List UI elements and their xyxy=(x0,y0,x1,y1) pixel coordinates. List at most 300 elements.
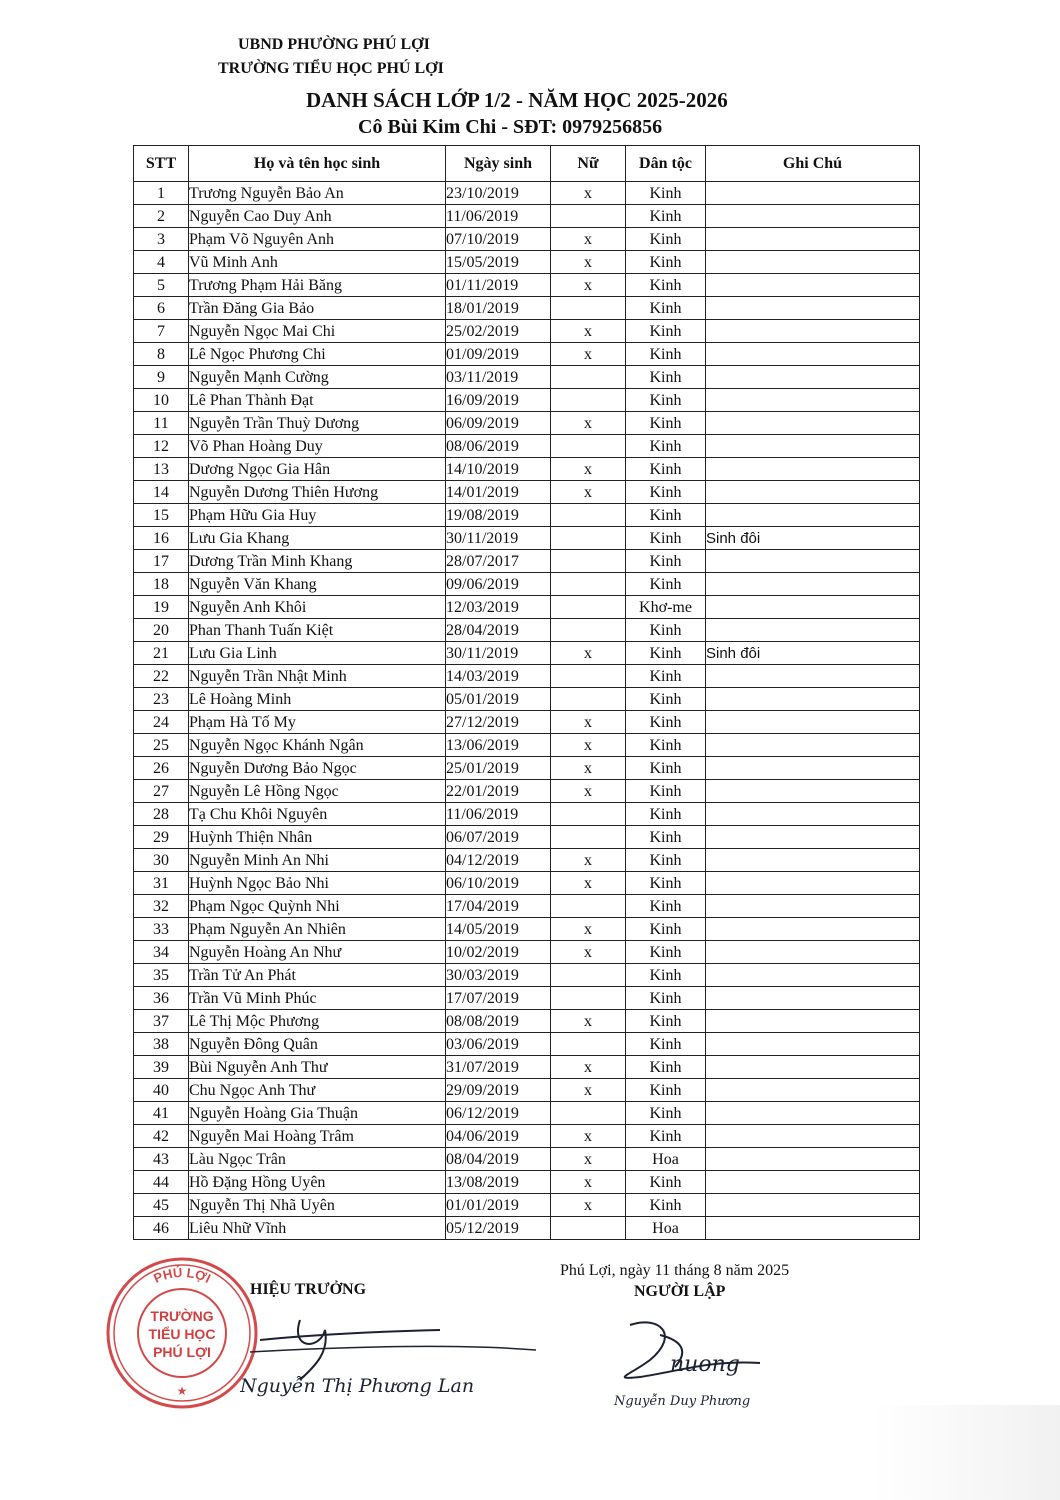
cell-female: x xyxy=(551,941,626,964)
cell-stt: 33 xyxy=(134,918,189,941)
cell-stt: 9 xyxy=(134,366,189,389)
cell-female xyxy=(551,504,626,527)
cell-ethnicity: Hoa xyxy=(626,1148,706,1171)
table-row xyxy=(134,596,920,619)
cell-name: Liêu Nhữ Vĩnh xyxy=(189,1217,446,1240)
cell-dob: 17/04/2019 xyxy=(446,895,551,918)
column-header-ethnicity: Dân tộc xyxy=(626,146,706,182)
cell-dob: 30/03/2019 xyxy=(446,964,551,987)
cell-ethnicity: Kinh xyxy=(626,573,706,596)
table-row xyxy=(134,1194,920,1217)
cell-notes xyxy=(706,711,920,734)
cell-dob: 15/05/2019 xyxy=(446,251,551,274)
cell-name: Nguyễn Trần Nhật Minh xyxy=(189,665,446,688)
cell-ethnicity: Kinh xyxy=(626,642,706,665)
cell-female: x xyxy=(551,481,626,504)
cell-name: Lê Ngọc Phương Chi xyxy=(189,343,446,366)
cell-name: Trần Đăng Gia Bảo xyxy=(189,297,446,320)
table-row xyxy=(134,458,920,481)
cell-notes xyxy=(706,757,920,780)
table-row xyxy=(134,573,920,596)
table-row xyxy=(134,665,920,688)
cell-notes xyxy=(706,297,920,320)
cell-ethnicity: Kinh xyxy=(626,504,706,527)
table-row xyxy=(134,987,920,1010)
cell-ethnicity: Kinh xyxy=(626,1010,706,1033)
cell-stt: 10 xyxy=(134,389,189,412)
cell-dob: 08/06/2019 xyxy=(446,435,551,458)
cell-stt: 44 xyxy=(134,1171,189,1194)
cell-ethnicity: Kinh xyxy=(626,228,706,251)
cell-dob: 05/01/2019 xyxy=(446,688,551,711)
cell-name: Phạm Hữu Gia Huy xyxy=(189,504,446,527)
cell-dob: 01/01/2019 xyxy=(446,1194,551,1217)
cell-stt: 23 xyxy=(134,688,189,711)
table-row xyxy=(134,642,920,665)
table-row xyxy=(134,228,920,251)
cell-female: x xyxy=(551,343,626,366)
cell-notes xyxy=(706,343,920,366)
stamp-star-icon: ★ xyxy=(176,1384,188,1398)
cell-stt: 24 xyxy=(134,711,189,734)
cell-stt: 41 xyxy=(134,1102,189,1125)
cell-stt: 31 xyxy=(134,872,189,895)
cell-stt: 13 xyxy=(134,458,189,481)
cell-notes xyxy=(706,435,920,458)
cell-female xyxy=(551,550,626,573)
cell-name: Lê Thị Mộc Phương xyxy=(189,1010,446,1033)
cell-female: x xyxy=(551,1010,626,1033)
cell-notes xyxy=(706,573,920,596)
cell-dob: 06/07/2019 xyxy=(446,826,551,849)
table-row xyxy=(134,389,920,412)
cell-stt: 40 xyxy=(134,1079,189,1102)
cell-ethnicity: Kinh xyxy=(626,320,706,343)
cell-notes xyxy=(706,481,920,504)
cell-female: x xyxy=(551,918,626,941)
cell-female: x xyxy=(551,251,626,274)
cell-notes xyxy=(706,1148,920,1171)
cell-ethnicity: Kinh xyxy=(626,366,706,389)
cell-dob: 16/09/2019 xyxy=(446,389,551,412)
cell-name: Lưu Gia Linh xyxy=(189,642,446,665)
table-row xyxy=(134,1125,920,1148)
table-row xyxy=(134,527,920,550)
cell-dob: 01/11/2019 xyxy=(446,274,551,297)
cell-ethnicity: Kinh xyxy=(626,205,706,228)
cell-dob: 31/07/2019 xyxy=(446,1056,551,1079)
cell-notes xyxy=(706,1010,920,1033)
table-row xyxy=(134,734,920,757)
table-row xyxy=(134,964,920,987)
stamp-ring-text: PHÚ LỢI xyxy=(151,1264,214,1287)
cell-female xyxy=(551,389,626,412)
table-row xyxy=(134,849,920,872)
cell-notes xyxy=(706,619,920,642)
cell-notes xyxy=(706,1125,920,1148)
cell-ethnicity: Kinh xyxy=(626,780,706,803)
cell-ethnicity: Kinh xyxy=(626,941,706,964)
cell-stt: 43 xyxy=(134,1148,189,1171)
cell-ethnicity: Kinh xyxy=(626,734,706,757)
cell-notes xyxy=(706,228,920,251)
cell-stt: 22 xyxy=(134,665,189,688)
cell-female: x xyxy=(551,780,626,803)
cell-notes xyxy=(706,458,920,481)
teacher-contact: Cô Bùi Kim Chi - SĐT: 0979256856 xyxy=(358,116,663,138)
cell-name: Dương Trần Minh Khang xyxy=(189,550,446,573)
cell-name: Làu Ngọc Trân xyxy=(189,1148,446,1171)
cell-female xyxy=(551,826,626,849)
cell-stt: 42 xyxy=(134,1125,189,1148)
preparer-signature xyxy=(600,1305,800,1410)
cell-stt: 3 xyxy=(134,228,189,251)
cell-name: Phan Thanh Tuấn Kiệt xyxy=(189,619,446,642)
cell-name: Nguyễn Mai Hoàng Trâm xyxy=(189,1125,446,1148)
cell-stt: 34 xyxy=(134,941,189,964)
cell-female: x xyxy=(551,458,626,481)
cell-name: Lưu Gia Khang xyxy=(189,527,446,550)
principal-title: HIỆU TRƯỞNG xyxy=(250,1281,367,1298)
cell-stt: 21 xyxy=(134,642,189,665)
cell-dob: 27/12/2019 xyxy=(446,711,551,734)
cell-stt: 46 xyxy=(134,1217,189,1240)
cell-name: Nguyễn Anh Khôi xyxy=(189,596,446,619)
cell-female xyxy=(551,1033,626,1056)
cell-dob: 03/11/2019 xyxy=(446,366,551,389)
table-row xyxy=(134,481,920,504)
cell-name: Nguyễn Lê Hồng Ngọc xyxy=(189,780,446,803)
cell-ethnicity: Kinh xyxy=(626,1033,706,1056)
cell-notes xyxy=(706,1056,920,1079)
cell-female: x xyxy=(551,1171,626,1194)
cell-name: Nguyễn Hoàng Gia Thuận xyxy=(189,1102,446,1125)
cell-dob: 10/02/2019 xyxy=(446,941,551,964)
cell-stt: 2 xyxy=(134,205,189,228)
cell-dob: 09/06/2019 xyxy=(446,573,551,596)
cell-name: Chu Ngọc Anh Thư xyxy=(189,1079,446,1102)
cell-female xyxy=(551,435,626,458)
cell-dob: 14/03/2019 xyxy=(446,665,551,688)
cell-stt: 25 xyxy=(134,734,189,757)
cell-ethnicity: Kinh xyxy=(626,297,706,320)
cell-female xyxy=(551,619,626,642)
cell-stt: 16 xyxy=(134,527,189,550)
cell-female xyxy=(551,297,626,320)
cell-name: Nguyễn Minh An Nhi xyxy=(189,849,446,872)
cell-female xyxy=(551,987,626,1010)
column-header-name: Họ và tên học sinh xyxy=(189,146,446,182)
cell-notes xyxy=(706,665,920,688)
cell-name: Nguyễn Hoàng An Như xyxy=(189,941,446,964)
table-row xyxy=(134,780,920,803)
cell-notes xyxy=(706,895,920,918)
cell-notes xyxy=(706,1217,920,1240)
cell-female xyxy=(551,964,626,987)
cell-dob: 29/09/2019 xyxy=(446,1079,551,1102)
cell-female xyxy=(551,527,626,550)
cell-name: Nguyễn Cao Duy Anh xyxy=(189,205,446,228)
cell-stt: 15 xyxy=(134,504,189,527)
cell-dob: 19/08/2019 xyxy=(446,504,551,527)
cell-female: x xyxy=(551,734,626,757)
cell-name: Dương Ngọc Gia Hân xyxy=(189,458,446,481)
table-row xyxy=(134,251,920,274)
cell-dob: 06/10/2019 xyxy=(446,872,551,895)
table-row xyxy=(134,343,920,366)
cell-ethnicity: Kinh xyxy=(626,619,706,642)
cell-dob: 25/01/2019 xyxy=(446,757,551,780)
cell-female: x xyxy=(551,412,626,435)
preparer-signature-name: Nguyễn Duy Phương xyxy=(614,1394,751,1409)
table-row xyxy=(134,550,920,573)
cell-dob: 23/10/2019 xyxy=(446,182,551,205)
cell-dob: 04/12/2019 xyxy=(446,849,551,872)
cell-dob: 06/12/2019 xyxy=(446,1102,551,1125)
roster-body xyxy=(134,182,920,1240)
cell-dob: 14/10/2019 xyxy=(446,458,551,481)
table-row xyxy=(134,320,920,343)
cell-ethnicity: Kinh xyxy=(626,688,706,711)
column-header-female: Nữ xyxy=(551,146,626,182)
cell-female: x xyxy=(551,1079,626,1102)
cell-dob: 25/02/2019 xyxy=(446,320,551,343)
cell-stt: 30 xyxy=(134,849,189,872)
table-row xyxy=(134,1148,920,1171)
cell-stt: 38 xyxy=(134,1033,189,1056)
cell-notes xyxy=(706,849,920,872)
cell-ethnicity: Kinh xyxy=(626,826,706,849)
cell-notes xyxy=(706,182,920,205)
cell-female: x xyxy=(551,757,626,780)
table-row xyxy=(134,757,920,780)
cell-notes xyxy=(706,1079,920,1102)
cell-dob: 13/08/2019 xyxy=(446,1171,551,1194)
cell-stt: 28 xyxy=(134,803,189,826)
cell-notes xyxy=(706,987,920,1010)
table-row xyxy=(134,1102,920,1125)
cell-notes: Sinh đôi xyxy=(706,527,920,550)
cell-stt: 6 xyxy=(134,297,189,320)
cell-notes xyxy=(706,803,920,826)
cell-ethnicity: Kinh xyxy=(626,481,706,504)
cell-stt: 20 xyxy=(134,619,189,642)
cell-female: x xyxy=(551,1148,626,1171)
cell-female: x xyxy=(551,1125,626,1148)
cell-ethnicity: Kinh xyxy=(626,527,706,550)
cell-ethnicity: Kinh xyxy=(626,1125,706,1148)
cell-notes xyxy=(706,550,920,573)
cell-female xyxy=(551,1102,626,1125)
table-row xyxy=(134,711,920,734)
table-row xyxy=(134,895,920,918)
cell-ethnicity: Kinh xyxy=(626,343,706,366)
cell-female xyxy=(551,688,626,711)
cell-notes xyxy=(706,251,920,274)
cell-ethnicity: Kinh xyxy=(626,435,706,458)
cell-female: x xyxy=(551,711,626,734)
cell-stt: 27 xyxy=(134,780,189,803)
cell-ethnicity: Kinh xyxy=(626,182,706,205)
cell-dob: 11/06/2019 xyxy=(446,803,551,826)
cell-name: Vũ Minh Anh xyxy=(189,251,446,274)
cell-name: Phạm Nguyễn An Nhiên xyxy=(189,918,446,941)
place-date-line: Phú Lợi, ngày 11 tháng 8 năm 2025 xyxy=(560,1262,790,1279)
cell-ethnicity: Kinh xyxy=(626,1171,706,1194)
school-name: TRƯỜNG TIỂU HỌC PHÚ LỢI xyxy=(218,60,444,77)
cell-notes xyxy=(706,688,920,711)
cell-notes xyxy=(706,274,920,297)
cell-name: Nguyễn Dương Thiên Hương xyxy=(189,481,446,504)
principal-signature xyxy=(240,1300,550,1410)
cell-dob: 28/04/2019 xyxy=(446,619,551,642)
cell-notes xyxy=(706,366,920,389)
cell-name: Phạm Ngọc Quỳnh Nhi xyxy=(189,895,446,918)
cell-dob: 03/06/2019 xyxy=(446,1033,551,1056)
cell-stt: 4 xyxy=(134,251,189,274)
cell-dob: 05/12/2019 xyxy=(446,1217,551,1240)
cell-stt: 19 xyxy=(134,596,189,619)
cell-notes: Sinh đôi xyxy=(706,642,920,665)
cell-stt: 36 xyxy=(134,987,189,1010)
table-row xyxy=(134,182,920,205)
cell-ethnicity: Kinh xyxy=(626,1056,706,1079)
cell-name: Nguyễn Ngọc Mai Chi xyxy=(189,320,446,343)
cell-dob: 30/11/2019 xyxy=(446,642,551,665)
cell-ethnicity: Kinh xyxy=(626,987,706,1010)
document-title: DANH SÁCH LỚP 1/2 - NĂM HỌC 2025-2026 xyxy=(306,88,728,112)
cell-name: Trương Nguyễn Bảo An xyxy=(189,182,446,205)
cell-stt: 12 xyxy=(134,435,189,458)
table-row xyxy=(134,803,920,826)
cell-stt: 35 xyxy=(134,964,189,987)
cell-stt: 1 xyxy=(134,182,189,205)
cell-stt: 32 xyxy=(134,895,189,918)
principal-signature-name: Nguyễn Thị Phương Lan xyxy=(240,1375,475,1397)
table-row xyxy=(134,1010,920,1033)
table-row xyxy=(134,688,920,711)
table-row xyxy=(134,274,920,297)
table-row xyxy=(134,1217,920,1240)
cell-ethnicity: Kinh xyxy=(626,251,706,274)
cell-notes xyxy=(706,872,920,895)
cell-ethnicity: Kinh xyxy=(626,1102,706,1125)
cell-ethnicity: Kinh xyxy=(626,1194,706,1217)
table-header-row xyxy=(134,146,920,182)
table-row xyxy=(134,1056,920,1079)
cell-dob: 14/05/2019 xyxy=(446,918,551,941)
cell-dob: 11/06/2019 xyxy=(446,205,551,228)
cell-notes xyxy=(706,1171,920,1194)
cell-dob: 07/10/2019 xyxy=(446,228,551,251)
cell-name: Trần Vũ Minh Phúc xyxy=(189,987,446,1010)
cell-dob: 06/09/2019 xyxy=(446,412,551,435)
cell-dob: 12/03/2019 xyxy=(446,596,551,619)
table-row xyxy=(134,941,920,964)
cell-ethnicity: Kinh xyxy=(626,895,706,918)
cell-stt: 37 xyxy=(134,1010,189,1033)
cell-dob: 22/01/2019 xyxy=(446,780,551,803)
cell-notes xyxy=(706,596,920,619)
cell-stt: 39 xyxy=(134,1056,189,1079)
column-header-dob: Ngày sinh xyxy=(446,146,551,182)
cell-notes xyxy=(706,1033,920,1056)
cell-ethnicity: Kinh xyxy=(626,918,706,941)
cell-ethnicity: Kinh xyxy=(626,757,706,780)
cell-notes xyxy=(706,389,920,412)
cell-name: Nguyễn Văn Khang xyxy=(189,573,446,596)
table-row xyxy=(134,205,920,228)
cell-dob: 28/07/2017 xyxy=(446,550,551,573)
cell-notes xyxy=(706,918,920,941)
table-row xyxy=(134,1171,920,1194)
cell-ethnicity: Kinh xyxy=(626,803,706,826)
cell-name: Nguyễn Ngọc Khánh Ngân xyxy=(189,734,446,757)
cell-female: x xyxy=(551,182,626,205)
cell-female: x xyxy=(551,274,626,297)
cell-ethnicity: Kinh xyxy=(626,274,706,297)
table-row xyxy=(134,826,920,849)
cell-name: Nguyễn Thị Nhã Uyên xyxy=(189,1194,446,1217)
cell-female xyxy=(551,895,626,918)
cell-female xyxy=(551,596,626,619)
issuing-authority: UBND PHƯỜNG PHÚ LỢI xyxy=(238,36,430,53)
table-row xyxy=(134,619,920,642)
stamp-line-2: TIỂU HỌC xyxy=(148,1326,216,1342)
cell-ethnicity: Kinh xyxy=(626,849,706,872)
cell-name: Võ Phan Hoàng Duy xyxy=(189,435,446,458)
cell-notes xyxy=(706,734,920,757)
table-row xyxy=(134,297,920,320)
cell-female xyxy=(551,366,626,389)
cell-female xyxy=(551,803,626,826)
scan-shadow xyxy=(872,1405,1060,1500)
cell-stt: 7 xyxy=(134,320,189,343)
table-row xyxy=(134,366,920,389)
cell-notes xyxy=(706,320,920,343)
cell-female: x xyxy=(551,872,626,895)
student-roster-table xyxy=(133,145,920,1240)
table-row xyxy=(134,918,920,941)
cell-stt: 11 xyxy=(134,412,189,435)
cell-dob: 14/01/2019 xyxy=(446,481,551,504)
school-seal-stamp xyxy=(104,1255,260,1411)
cell-female: x xyxy=(551,228,626,251)
cell-stt: 5 xyxy=(134,274,189,297)
table-row xyxy=(134,1033,920,1056)
cell-dob: 17/07/2019 xyxy=(446,987,551,1010)
table-row xyxy=(134,504,920,527)
cell-stt: 18 xyxy=(134,573,189,596)
cell-female xyxy=(551,573,626,596)
cell-ethnicity: Hoa xyxy=(626,1217,706,1240)
cell-ethnicity: Kinh xyxy=(626,872,706,895)
cell-stt: 8 xyxy=(134,343,189,366)
cell-female: x xyxy=(551,320,626,343)
cell-stt: 29 xyxy=(134,826,189,849)
cell-name: Lê Phan Thành Đạt xyxy=(189,389,446,412)
cell-female: x xyxy=(551,642,626,665)
stamp-line-3: PHÚ LỢI xyxy=(153,1344,211,1360)
cell-name: Phạm Võ Nguyên Anh xyxy=(189,228,446,251)
cell-dob: 13/06/2019 xyxy=(446,734,551,757)
cell-female xyxy=(551,205,626,228)
table-row xyxy=(134,412,920,435)
cell-name: Huỳnh Thiện Nhân xyxy=(189,826,446,849)
cell-stt: 26 xyxy=(134,757,189,780)
cell-notes xyxy=(706,941,920,964)
cell-notes xyxy=(706,964,920,987)
